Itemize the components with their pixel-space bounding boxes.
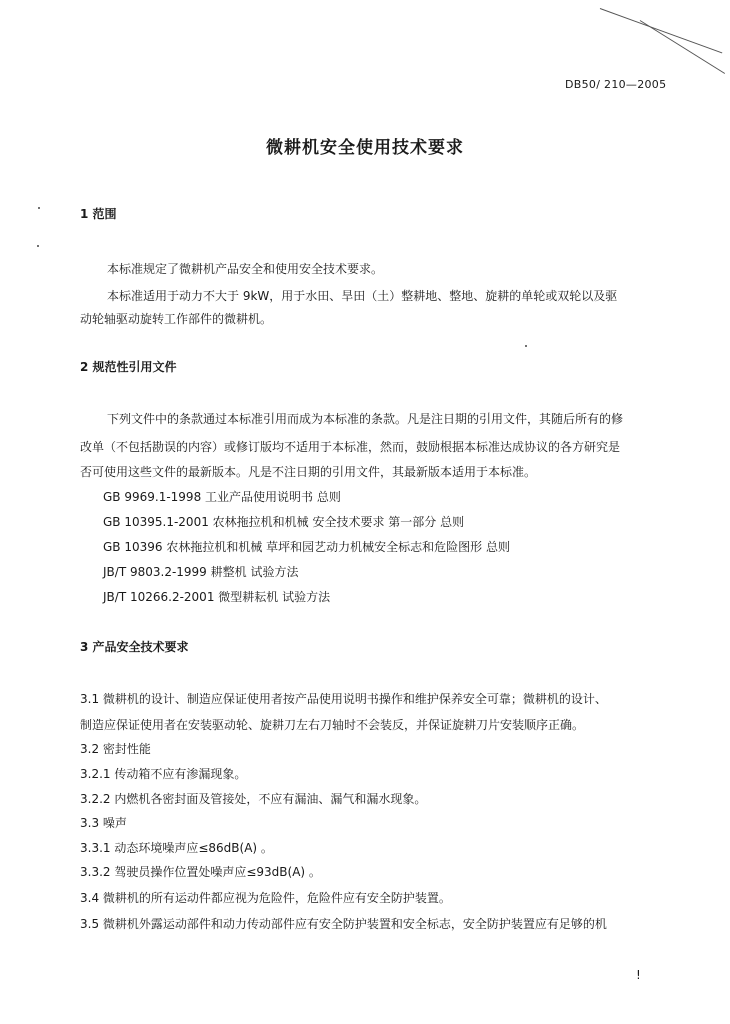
paragraph: 改单（不包括勘误的内容）或修订版均不适用于本标准，然而，鼓励根据本标准达成协议的各方研究是 — [80, 440, 621, 454]
section-heading-normative-references: 2 规范性引用文件 — [80, 360, 177, 374]
page-mark: ! — [636, 968, 641, 982]
clause: 3.1 微耕机的设计、制造应保证使用者按产品使用说明书操作和维护保养安全可靠；微耕机的设计、 — [80, 692, 607, 706]
clause: 制造应保证使用者在安装驱动轮、旋耕刀左右刀轴时不会装反，并保证旋耕刀片安装顺序正确。 — [80, 718, 585, 732]
clause: 3.2.2 内燃机各密封面及管接处，不应有漏油、漏气和漏水现象。 — [80, 792, 427, 806]
clause: 3.4 微耕机的所有运动件都应视为危险件，危险件应有安全防护装置。 — [80, 891, 451, 905]
section-heading-scope: 1 范围 — [80, 207, 117, 221]
reference-item: JB/T 10266.2-2001 微型耕耘机 试验方法 — [103, 590, 331, 604]
standard-code: DB50/ 210—2005 — [565, 78, 667, 91]
paragraph: 否可使用这些文件的最新版本。凡是不注日期的引用文件，其最新版本适用于本标准。 — [80, 465, 537, 479]
reference-item: JB/T 9803.2-1999 耕整机 试验方法 — [103, 565, 299, 579]
paragraph: 下列文件中的条款通过本标准引用而成为本标准的条款。凡是注日期的引用文件，其随后所有的修 — [107, 412, 624, 426]
paragraph: 本标准适用于动力不大于 9kW，用于水田、旱田（土）整耕地、整地、旋耕的单轮或双轮以及驱 — [107, 289, 618, 303]
clause: 3.5 微耕机外露运动部件和动力传动部件应有安全防护装置和安全标志，安全防护装置应有足够的机 — [80, 917, 607, 931]
reference-item: GB 10395.1-2001 农林拖拉机和机械 安全技术要求 第一部分 总则 — [103, 515, 465, 529]
scan-artifact-line — [600, 8, 723, 53]
paragraph: 本标准规定了微耕机产品安全和使用安全技术要求。 — [107, 262, 384, 276]
scan-artifact-dot — [38, 207, 40, 209]
clause-heading: 3.3 噪声 — [80, 816, 127, 830]
clause-heading: 3.2 密封性能 — [80, 742, 151, 756]
clause: 3.3.2 驾驶员操作位置处噪声应≤93dB(A) 。 — [80, 865, 321, 879]
reference-item: GB 9969.1-1998 工业产品使用说明书 总则 — [103, 490, 341, 504]
scan-artifact-line — [640, 20, 725, 74]
paragraph: 动轮轴驱动旋转工作部件的微耕机。 — [80, 312, 273, 326]
scan-artifact-dot — [525, 345, 527, 347]
clause: 3.3.1 动态环境噪声应≤86dB(A) 。 — [80, 841, 273, 855]
clause: 3.2.1 传动箱不应有渗漏现象。 — [80, 767, 247, 781]
reference-item: GB 10396 农林拖拉机和机械 草坪和园艺动力机械安全标志和危险图形 总则 — [103, 540, 510, 554]
scan-artifact-dot — [37, 245, 39, 247]
document-title: 微耕机安全使用技术要求 — [266, 138, 464, 158]
section-heading-product-safety: 3 产品安全技术要求 — [80, 640, 189, 654]
